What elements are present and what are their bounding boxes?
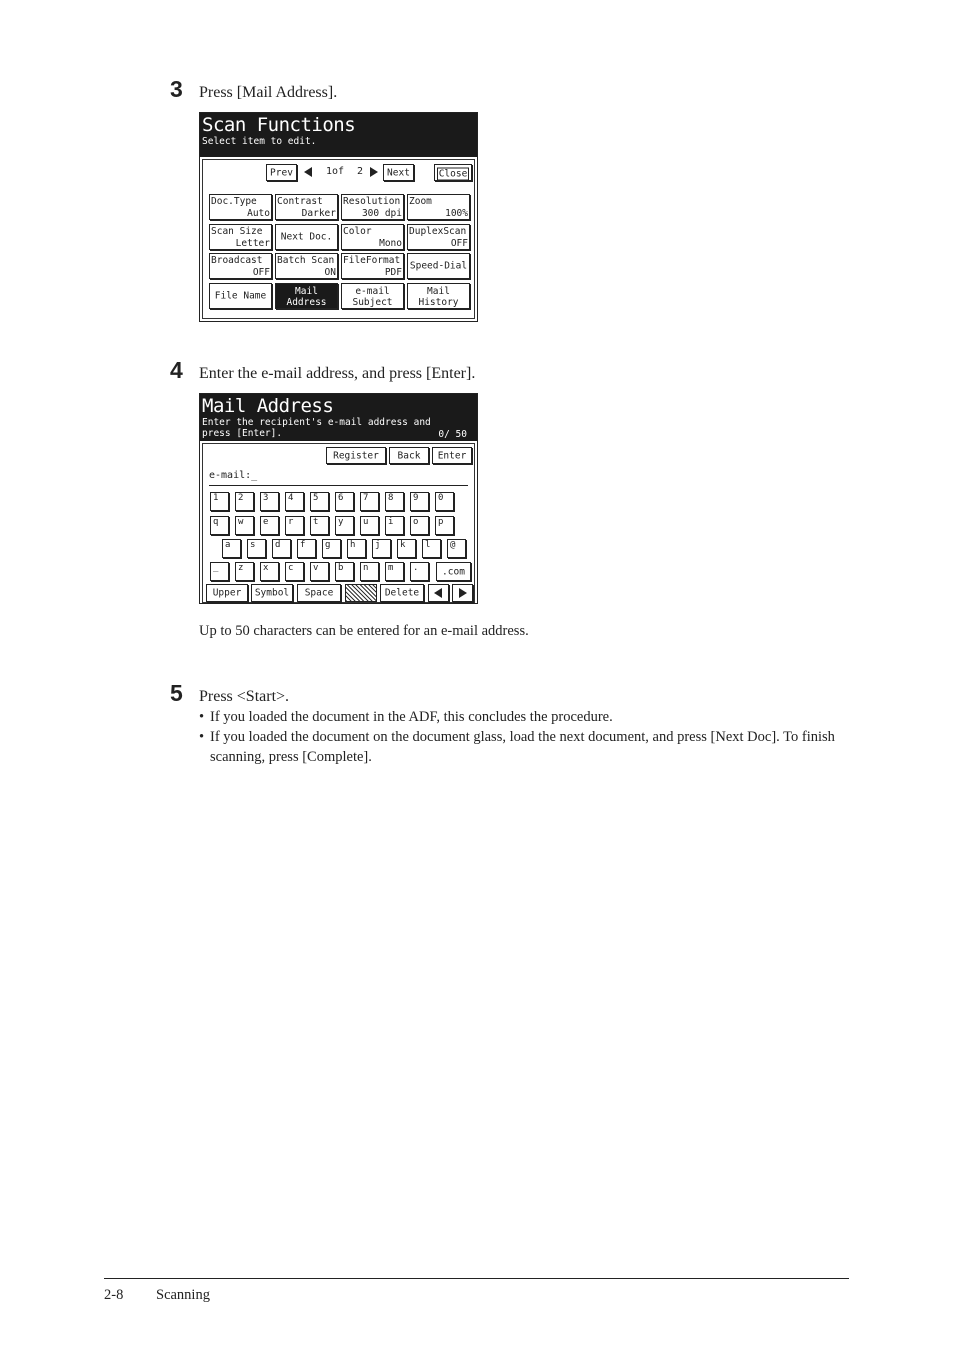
key-j[interactable]: j <box>372 539 391 558</box>
key-p[interactable]: p <box>435 516 454 535</box>
cursor-left-button[interactable] <box>428 584 449 602</box>
scan-size-button[interactable]: Scan Size Letter <box>211 226 270 249</box>
page-number: 2-8 <box>104 1287 124 1303</box>
key-5[interactable]: 5 <box>310 492 329 511</box>
key-q[interactable]: q <box>210 516 229 535</box>
next-button[interactable]: Next <box>383 164 414 181</box>
cursor-right-button[interactable] <box>452 584 473 602</box>
char-counter: 0/ 50 <box>438 429 467 440</box>
step-number: 4 <box>170 357 183 383</box>
screen-title: Scan Functions <box>202 114 356 136</box>
email-field[interactable] <box>209 470 257 482</box>
key-x[interactable]: x <box>260 562 279 581</box>
left-arrow-icon <box>434 588 442 598</box>
note-text: Up to 50 characters can be entered for an e-mail address. <box>199 623 529 639</box>
key-c[interactable]: c <box>285 562 304 581</box>
step-3 <box>170 76 337 103</box>
key-9[interactable]: 9 <box>410 492 429 511</box>
key-2[interactable]: 2 <box>235 492 254 511</box>
screen-header <box>200 113 477 157</box>
key-6[interactable]: 6 <box>335 492 354 511</box>
bullet-item: • If you loaded the document in the ADF, this concludes the procedure. <box>199 707 849 727</box>
key-8[interactable]: 8 <box>385 492 404 511</box>
screen-body <box>202 159 475 319</box>
screen-subtitle: Select item to edit. <box>202 136 317 147</box>
speed-dial-button[interactable]: Speed-Dial <box>407 253 470 279</box>
key-0[interactable]: 0 <box>435 492 454 511</box>
doc-type-button[interactable]: Doc.Type Auto <box>211 196 270 219</box>
step-text: Press [Mail Address]. <box>199 84 338 101</box>
key-l[interactable]: l <box>422 539 441 558</box>
next-arrow-icon[interactable] <box>370 167 378 177</box>
mail-address-screen <box>199 393 478 604</box>
key-4[interactable]: 4 <box>285 492 304 511</box>
key-f[interactable]: f <box>297 539 316 558</box>
page-current: 1of <box>326 166 345 177</box>
key-w[interactable]: w <box>235 516 254 535</box>
key-h[interactable]: h <box>347 539 366 558</box>
key-k[interactable]: k <box>397 539 416 558</box>
step-5-bullets <box>199 707 849 767</box>
prev-button[interactable]: Prev <box>266 164 297 181</box>
step-text: Enter the e-mail address, and press [Enter]. <box>199 365 476 382</box>
key-r[interactable]: r <box>285 516 304 535</box>
key-m[interactable]: m <box>385 562 404 581</box>
duplex-scan-button[interactable]: DuplexScan OFF <box>409 226 468 249</box>
footer-divider <box>104 1278 849 1279</box>
step-4 <box>170 357 475 384</box>
mail-address-button[interactable]: Mail Address <box>275 283 338 309</box>
broadcast-button[interactable]: Broadcast OFF <box>211 255 270 278</box>
key-7[interactable]: 7 <box>360 492 379 511</box>
key-s[interactable]: s <box>247 539 266 558</box>
key-a[interactable]: a <box>222 539 241 558</box>
key-d[interactable]: d <box>272 539 291 558</box>
key-n[interactable]: n <box>360 562 379 581</box>
close-button[interactable]: Close <box>434 164 472 181</box>
file-name-button[interactable]: File Name <box>209 283 272 309</box>
key-o[interactable]: o <box>410 516 429 535</box>
contrast-button[interactable]: Contrast Darker <box>277 196 336 219</box>
screen-header <box>200 394 477 441</box>
key-g[interactable]: g <box>322 539 341 558</box>
email-label: e-mail: <box>209 470 252 481</box>
screen-title: Mail Address <box>202 395 334 417</box>
screen-subtitle-1: Enter the recipient's e-mail address and <box>202 417 431 428</box>
bullet-item: • If you loaded the document on the document glass, load the next document, and press [Next Doc]. To finish scanning, press [Complete]. <box>199 727 849 767</box>
next-doc-button[interactable]: Next Doc. <box>275 224 338 250</box>
delete-button[interactable]: Delete <box>380 584 424 602</box>
mail-history-button[interactable]: Mail History <box>407 283 470 309</box>
zoom-button[interactable]: Zoom 100% <box>409 196 468 219</box>
key-1[interactable]: 1 <box>210 492 229 511</box>
dotcom-button[interactable]: .com <box>436 562 471 581</box>
key-b[interactable]: b <box>335 562 354 581</box>
email-subject-button[interactable]: e-mail Subject <box>341 283 404 309</box>
color-button[interactable]: Color Mono <box>343 226 402 249</box>
key-at[interactable]: @ <box>447 539 466 558</box>
email-underline <box>209 485 468 486</box>
prev-arrow-icon[interactable] <box>304 167 312 177</box>
batch-scan-button[interactable]: Batch Scan ON <box>277 255 336 278</box>
register-button[interactable]: Register <box>326 447 386 464</box>
step-number: 5 <box>170 680 183 706</box>
key-u[interactable]: u <box>360 516 379 535</box>
section-name: Scanning <box>156 1287 210 1303</box>
back-button[interactable]: Back <box>389 447 429 464</box>
step-text: Press <Start>. <box>199 688 290 705</box>
step-number: 3 <box>170 76 183 102</box>
screen-body <box>202 443 475 603</box>
key-e[interactable]: e <box>260 516 279 535</box>
key-period[interactable]: . <box>410 562 429 581</box>
page-total: 2 <box>357 166 364 177</box>
enter-button[interactable]: Enter <box>432 447 472 464</box>
key-v[interactable]: v <box>310 562 329 581</box>
symbol-button[interactable]: Symbol <box>251 584 293 602</box>
file-format-button[interactable]: FileFormat PDF <box>343 255 402 278</box>
step-5 <box>170 680 289 707</box>
key-z[interactable]: z <box>235 562 254 581</box>
text-cursor: _ <box>251 470 258 481</box>
resolution-button[interactable]: Resolution 300 dpi <box>343 196 402 219</box>
scan-functions-screen <box>199 112 478 322</box>
screen-subtitle-2: press [Enter]. <box>202 428 283 439</box>
key-t[interactable]: t <box>310 516 329 535</box>
key-underscore[interactable]: _ <box>210 562 229 581</box>
space-button[interactable]: Space <box>297 584 341 602</box>
key-3[interactable]: 3 <box>260 492 279 511</box>
key-i[interactable]: i <box>385 516 404 535</box>
upper-button[interactable]: Upper <box>206 584 248 602</box>
key-y[interactable]: y <box>335 516 354 535</box>
right-arrow-icon <box>459 588 467 598</box>
hatched-key <box>345 584 377 602</box>
